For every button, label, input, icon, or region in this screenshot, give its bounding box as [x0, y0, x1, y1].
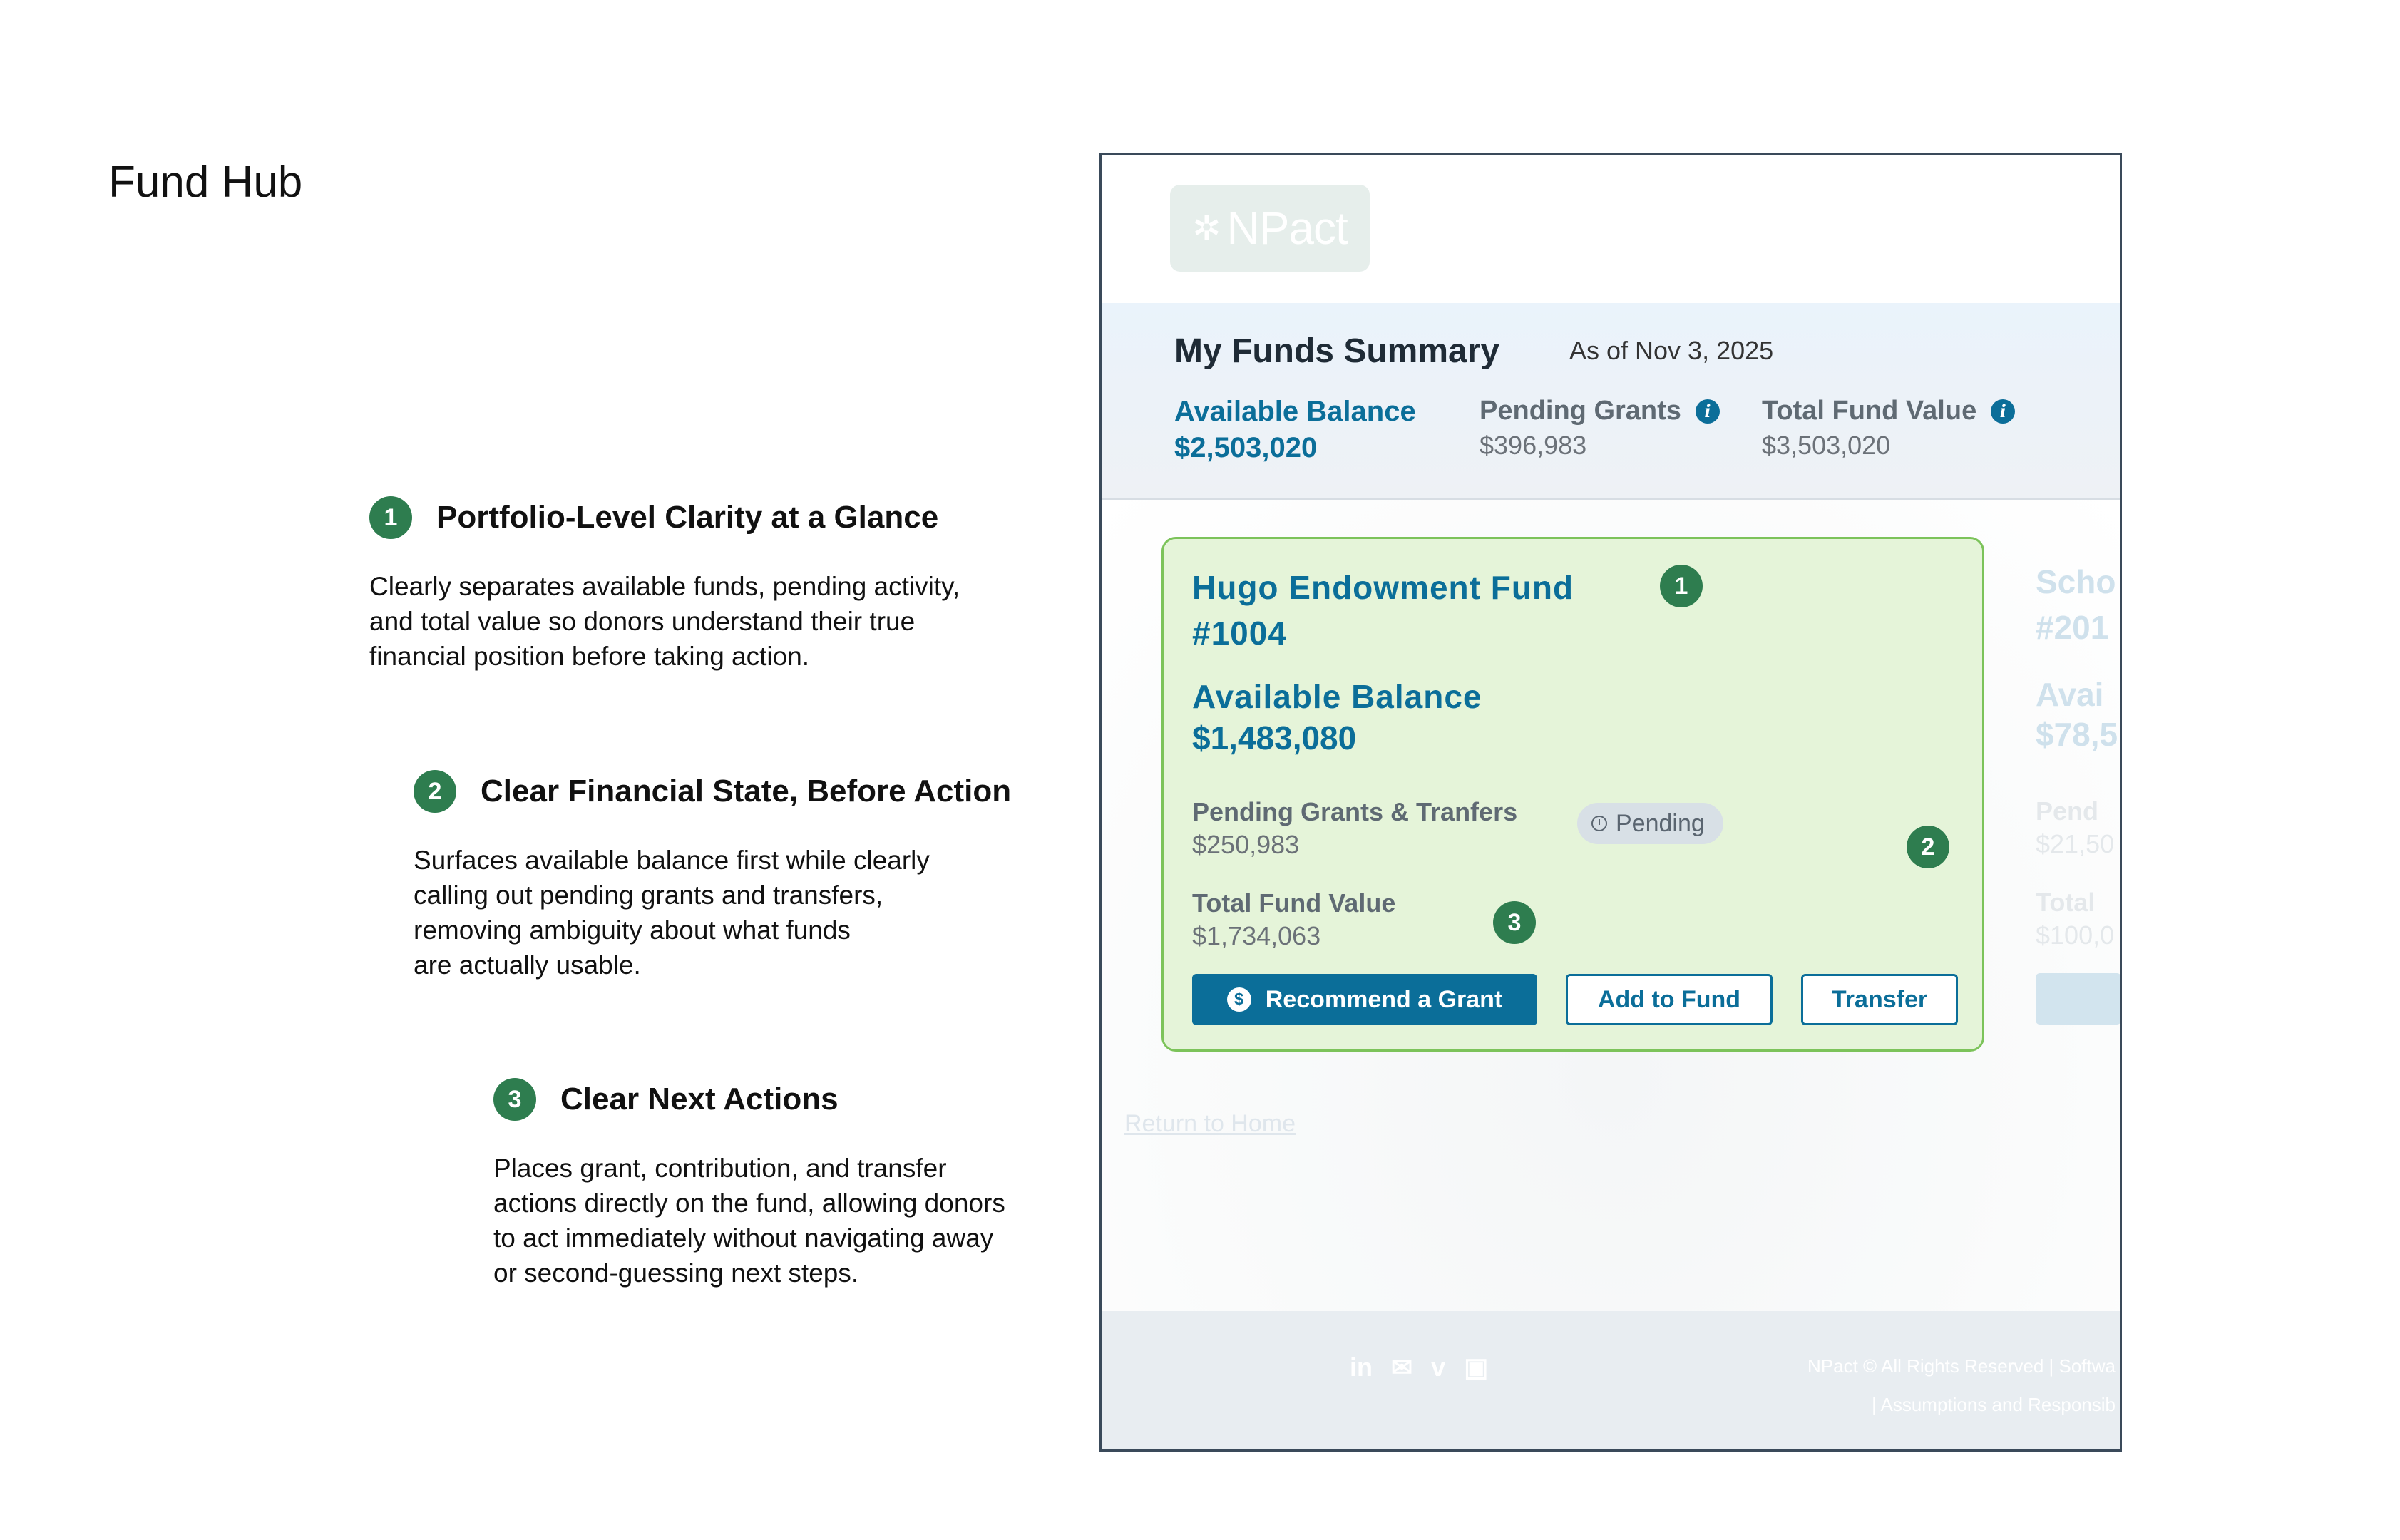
summary-pending	[1480, 396, 1720, 461]
grant-hand-icon: $	[1227, 987, 1251, 1012]
next-fund-card-partial[interactable]	[2036, 554, 2122, 1053]
ghost-available-value: $78,5	[2036, 716, 2118, 753]
ghost-pending-label: Pend	[2036, 796, 2099, 826]
annotation-line: Surfaces available balance first while clearly	[414, 846, 930, 875]
info-icon[interactable]: i	[1991, 399, 2015, 423]
logo[interactable]	[1170, 185, 1370, 272]
card-available-value: $1,483,080	[1192, 719, 1357, 756]
stat-label-text: Pending Grants	[1480, 396, 1681, 426]
summary-total	[1762, 396, 2015, 461]
social-links	[1350, 1352, 1488, 1382]
annotation-line: financial position before taking action.	[369, 642, 810, 671]
pending-badge	[1577, 803, 1723, 844]
page-title: Fund Hub	[108, 158, 303, 207]
funds-summary	[1102, 303, 2120, 500]
ghost-fund-name: Scho	[2036, 563, 2116, 600]
stat-label-text: Total Fund Value	[1762, 396, 1977, 426]
footer-line: | Assumptions and Responsib	[1871, 1394, 2116, 1415]
annotation-title: Clear Next Actions	[560, 1082, 839, 1116]
vimeo-icon[interactable]: v	[1431, 1352, 1446, 1382]
annotation-line: Clearly separates available funds, pending activity,	[369, 572, 960, 601]
app-screenshot	[1099, 153, 2122, 1452]
annotation-body	[414, 843, 1011, 982]
annotation-3	[493, 1078, 1005, 1290]
annotation-line: to act immediately without navigating away	[493, 1223, 994, 1253]
clock-icon	[1591, 816, 1607, 831]
stat-value: $2,503,020	[1174, 432, 1318, 463]
pending-badge-label: Pending	[1616, 809, 1705, 837]
annotation-number: 1	[369, 496, 412, 539]
fund-card[interactable]	[1161, 537, 1984, 1052]
youtube-icon[interactable]: ▣	[1464, 1352, 1489, 1382]
callout-marker-1: 1	[1660, 565, 1703, 607]
footer-line: NPact © All Rights Reserved | Softwa	[1807, 1355, 2116, 1377]
recommend-grant-button[interactable]	[1192, 974, 1537, 1025]
annotation-line: calling out pending grants and transfers,	[414, 881, 883, 910]
transfer-button[interactable]: Transfer	[1801, 974, 1958, 1025]
annotation-number: 3	[493, 1078, 536, 1121]
ghost-total-label: Total	[2036, 888, 2096, 917]
annotation-body	[493, 1151, 1005, 1290]
callout-marker-2: 2	[1907, 826, 1949, 868]
stat-label	[1480, 396, 1720, 426]
card-pending-label: Pending Grants & Tranfers	[1192, 797, 1518, 826]
linkedin-icon[interactable]: in	[1350, 1352, 1373, 1382]
footer-legal	[1807, 1347, 2116, 1424]
ghost-recommend-button[interactable]	[2036, 973, 2121, 1025]
fund-number: #1004	[1192, 615, 1287, 652]
return-to-home-link[interactable]: Return to Home	[1124, 1110, 1296, 1137]
annotation-line: or second-guessing next steps.	[493, 1258, 859, 1288]
annotation-line: Places grant, contribution, and transfer	[493, 1154, 947, 1183]
logo-text: NPact	[1226, 202, 1348, 254]
summary-title: My Funds Summary	[1174, 332, 1500, 370]
button-label: Recommend a Grant	[1265, 985, 1503, 1013]
card-available-label: Available Balance	[1192, 678, 1482, 715]
ghost-available-label: Avai	[2036, 676, 2104, 713]
stat-value: $396,983	[1480, 431, 1587, 460]
info-icon[interactable]: i	[1696, 399, 1720, 423]
annotation-line: and total value so donors understand their true	[369, 607, 916, 636]
ghost-total-value: $100,0	[2036, 920, 2115, 950]
ghost-fund-number: #201	[2036, 609, 2109, 646]
ghost-pending-value: $21,50	[2036, 829, 2115, 858]
fund-name[interactable]	[1192, 565, 1648, 656]
summary-available	[1174, 396, 1416, 464]
card-pending-value: $250,983	[1192, 830, 1300, 859]
annotation-2	[414, 770, 1011, 982]
stat-label: Available Balance	[1174, 396, 1416, 427]
annotation-1	[369, 496, 960, 674]
callout-marker-3: 3	[1493, 901, 1536, 944]
summary-date: As of Nov 3, 2025	[1569, 336, 1774, 365]
annotation-number: 2	[414, 770, 456, 813]
card-total-label: Total Fund Value	[1192, 888, 1396, 918]
card-total-value: $1,734,063	[1192, 921, 1321, 950]
fund-name-line: Hugo Endowment Fund	[1192, 569, 1574, 606]
stat-value: $3,503,020	[1762, 431, 1891, 460]
annotation-title: Clear Financial State, Before Action	[481, 774, 1012, 808]
mail-icon[interactable]: ✉	[1391, 1352, 1413, 1382]
annotation-line: actions directly on the fund, allowing donors	[493, 1189, 1005, 1218]
annotation-line: are actually usable.	[414, 950, 641, 980]
stat-label	[1762, 396, 2015, 426]
annotation-title: Portfolio-Level Clarity at a Glance	[436, 500, 939, 535]
add-to-fund-button[interactable]: Add to Fund	[1566, 974, 1773, 1025]
annotation-line: removing ambiguity about what funds	[414, 915, 851, 945]
footer	[1102, 1311, 2120, 1452]
logo-mark-icon: ✲	[1192, 210, 1221, 247]
annotation-body	[369, 569, 960, 674]
